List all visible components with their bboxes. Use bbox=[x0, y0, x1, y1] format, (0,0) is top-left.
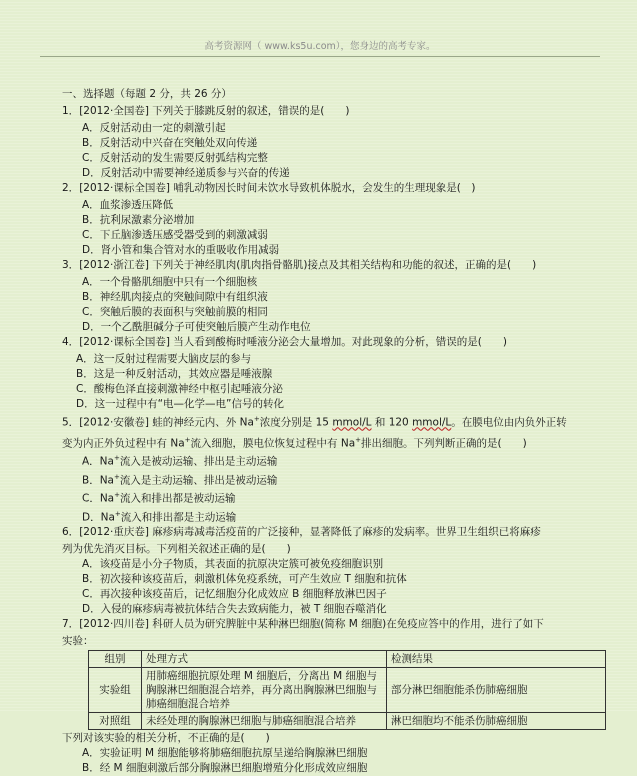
question-5 bbox=[62, 412, 608, 431]
option-d: D．反射活动中需要神经递质参与兴奋的传递 bbox=[82, 167, 290, 179]
option-d: D．肾小管和集合管对水的重吸收作用减弱 bbox=[82, 244, 280, 256]
superscript-plus: + bbox=[114, 509, 121, 518]
stem-part: 和 120 bbox=[371, 416, 413, 429]
superscript-plus: + bbox=[184, 435, 191, 444]
question-2 bbox=[62, 181, 608, 196]
question-5-line-2 bbox=[62, 433, 608, 452]
option-d: D．这一过程中有“电—化学—电”信号的转化 bbox=[76, 398, 284, 410]
question-number: 2． bbox=[62, 182, 80, 194]
question-stem: [2012·浙江卷] 下列关于神经肌肉(肌肉指骨骼肌)接点及其相关结构和功能的叙述，正确的是( ) bbox=[79, 259, 537, 271]
table-cell: 实验组 bbox=[89, 668, 142, 713]
superscript-plus: + bbox=[355, 435, 362, 444]
superscript-plus: + bbox=[113, 454, 120, 462]
table-cell: 淋巴细胞均不能杀伤肺癌细胞 bbox=[387, 713, 606, 730]
question-stem: [2012·课标全国卷] 哺乳动物因长时间未饮水导致机体脱水，会发生的生理现象是( ) bbox=[79, 182, 476, 194]
option-b bbox=[82, 470, 608, 489]
question-number: 6． bbox=[62, 526, 80, 538]
question-6 bbox=[62, 525, 608, 540]
option-a: A．实验证明 M 细胞能够将肺癌细胞抗原呈递给胸腺淋巴细胞 bbox=[82, 747, 368, 759]
unit: mmol/L bbox=[412, 416, 452, 429]
option-c: C．反射活动的发生需要反射弧结构完整 bbox=[82, 152, 268, 164]
table-header-cell: 检测结果 bbox=[387, 651, 606, 668]
stem-part: 变为内正外负过程中有 Na bbox=[62, 437, 185, 449]
option-c: C．下丘脑渗透压感受器受到的刺激减弱 bbox=[82, 229, 268, 241]
question-6-line-2: 列为优先消灭目标。下列相关叙述正确的是( ) bbox=[62, 543, 291, 555]
option-d bbox=[82, 507, 608, 526]
question-stem: [2012·四川卷] 科研人员为研究脾脏中某种淋巴细胞(简称 M 细胞)在免疫应答中的作用，进行了如下 bbox=[79, 618, 544, 630]
option-b: B．经 M 细胞刺激后部分胸腺淋巴细胞增殖分化形成效应细胞 bbox=[82, 762, 368, 774]
option-text: 流入是主动运输、排出是被动运输 bbox=[119, 474, 278, 486]
experiment-table bbox=[88, 650, 606, 730]
table-header-row bbox=[89, 651, 606, 668]
question-number: 5． bbox=[62, 416, 80, 429]
option-c bbox=[82, 488, 608, 507]
header-divider bbox=[40, 56, 600, 57]
question-number: 3． bbox=[62, 259, 80, 271]
stem-part: 排出细胞。下列判断正确的是( ) bbox=[361, 437, 527, 449]
table-row bbox=[89, 668, 606, 713]
table-cell: 未经处理的胸腺淋巴细胞与肺癌细胞混合培养 bbox=[142, 713, 387, 730]
document-body bbox=[52, 86, 608, 776]
question-number: 4． bbox=[62, 336, 80, 348]
question-stem: [2012·全国卷] 下列关于膝跳反射的叙述，错误的是( ) bbox=[79, 105, 350, 117]
table-header-cell: 处理方式 bbox=[142, 651, 387, 668]
table-header-cell: 组别 bbox=[89, 651, 142, 668]
option-b: B．这是一种反射活动，其效应器是唾液腺 bbox=[76, 368, 273, 380]
superscript-plus: + bbox=[253, 415, 260, 423]
stem-part: 流入细胞，膜电位恢复过程中有 Na bbox=[190, 437, 356, 449]
question-stem: [2012·课标全国卷] 当人看到酸梅时唾液分泌会大量增加。对此现象的分析，错误的是( ) bbox=[79, 336, 507, 348]
table-row bbox=[89, 713, 606, 730]
option-b: B．初次接种该疫苗后，刺激机体免疫系统，可产生效应 T 细胞和抗体 bbox=[82, 573, 407, 585]
option-a: A．一个骨骼肌细胞中只有一个细胞核 bbox=[82, 276, 258, 288]
option-d: D．一个乙酰胆碱分子可使突触后膜产生动作电位 bbox=[82, 321, 311, 333]
option-text: B．Na bbox=[82, 474, 114, 486]
stem-part: [2012·安徽卷] 蛙的神经元内、外 Na bbox=[79, 416, 254, 429]
question-7-prompt: 下列对该实验的相关分析，不正确的是( ) bbox=[62, 732, 270, 744]
superscript-plus: + bbox=[114, 491, 120, 499]
option-a: A．反射活动由一定的刺激引起 bbox=[82, 122, 226, 134]
table-cell: 用肺癌细胞抗原处理 M 细胞后，分离出 M 细胞与胸腺淋巴细胞混合培养，再分离出胸腺淋巴细胞与肺癌细胞混合培养 bbox=[142, 668, 387, 713]
stem-part: 。在膜电位由内负外正转 bbox=[451, 416, 567, 429]
option-c: C．突触后膜的表面积与突触前膜的相同 bbox=[82, 306, 268, 318]
page-header: 高考资源网（ www.ks5u.com），您身边的高考专家。 bbox=[204, 41, 436, 52]
option-text: D．Na bbox=[82, 511, 115, 523]
option-b: B．神经肌肉接点的突触间隙中有组织液 bbox=[82, 291, 268, 303]
superscript-plus: + bbox=[114, 472, 120, 481]
question-4 bbox=[62, 335, 608, 350]
section-title: 一、选择题（每题 2 分，共 26 分） bbox=[62, 88, 232, 100]
question-7-line-2: 实验： bbox=[62, 635, 94, 647]
stem-part: 浓度分别是 15 bbox=[259, 416, 333, 429]
option-d: D．入侵的麻疹病毒被抗体结合失去致病能力，被 T 细胞吞噬消化 bbox=[82, 603, 387, 615]
question-number: 1． bbox=[62, 105, 80, 117]
question-1 bbox=[62, 104, 608, 119]
option-text: C．Na bbox=[82, 492, 115, 505]
option-b: B．抗利尿激素分泌增加 bbox=[82, 214, 195, 226]
table-cell: 部分淋巴细胞能杀伤肺癌细胞 bbox=[387, 668, 606, 713]
table-cell: 对照组 bbox=[89, 713, 142, 730]
option-a: A．这一反射过程需要大脑皮层的参与 bbox=[76, 353, 252, 365]
option-text: 流入和排出都是被动运输 bbox=[120, 492, 236, 505]
option-c: C．酸梅色泽直接刺激神经中枢引起唾液分泌 bbox=[76, 383, 283, 395]
question-3 bbox=[62, 258, 608, 273]
option-a: A．血浆渗透压降低 bbox=[82, 199, 174, 211]
option-text: 流入是被动运输、排出是主动运输 bbox=[119, 455, 278, 468]
option-a: A．该疫苗是小分子物质，其表面的抗原决定簇可被免疫细胞识别 bbox=[82, 558, 384, 570]
question-number: 7． bbox=[62, 618, 80, 630]
question-stem: [2012·重庆卷] 麻疹病毒减毒活疫苗的广泛接种，显著降低了麻疹的发病率。世界卫生组织已将麻疹 bbox=[79, 526, 541, 538]
question-7 bbox=[62, 617, 608, 632]
option-c: C．再次接种该疫苗后，记忆细胞分化成效应 B 细胞释放淋巴因子 bbox=[82, 588, 387, 600]
option-b: B．反射活动中兴奋在突触处双向传递 bbox=[82, 137, 258, 149]
option-text: A．Na bbox=[82, 455, 114, 468]
option-text: 流入和排出都是主动运输 bbox=[120, 511, 237, 523]
unit: mmol/L bbox=[332, 416, 372, 429]
option-a bbox=[82, 451, 608, 470]
